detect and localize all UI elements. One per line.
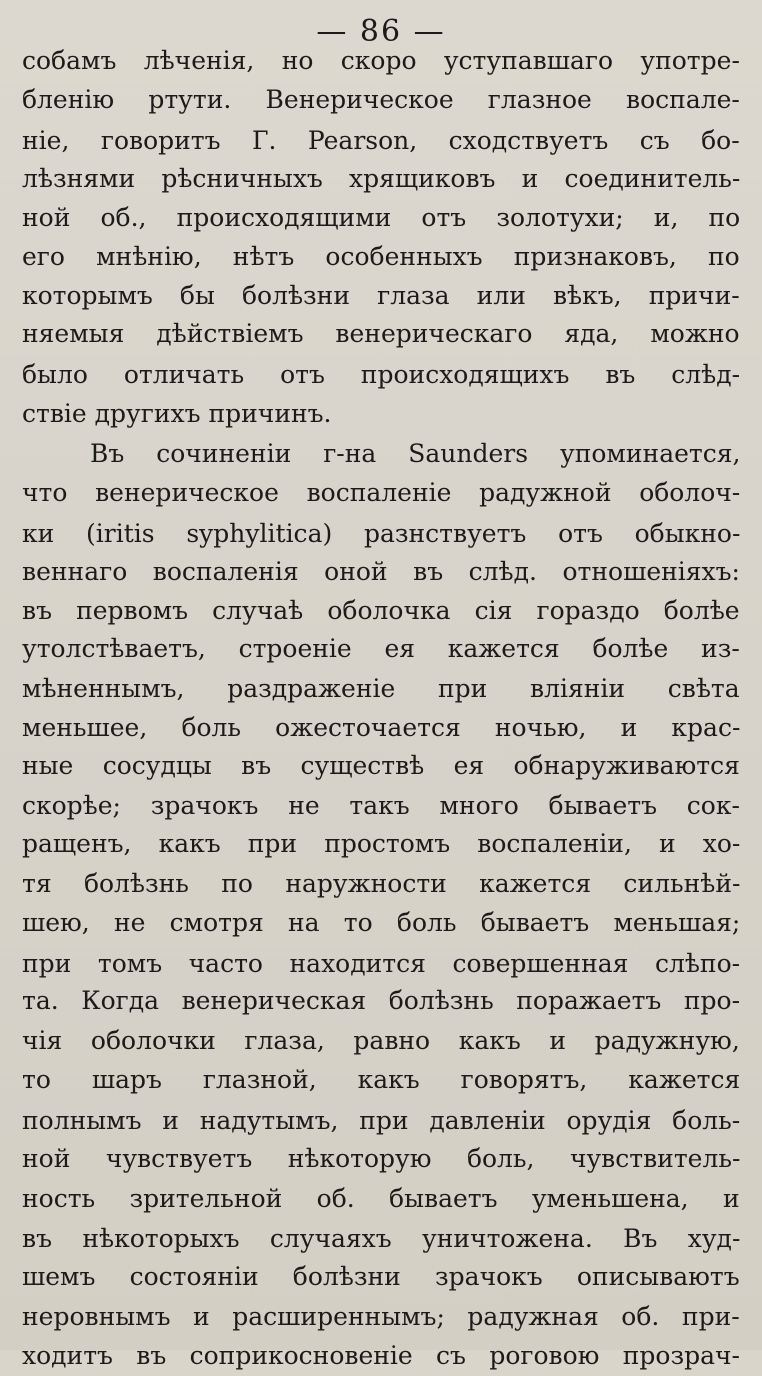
text-line: та. Когда венерическая болѣзнь поражаетъ про- (22, 986, 741, 1015)
text-line: ращенъ, какъ при простомъ воспаленіи, и хо- (22, 829, 741, 858)
text-line: ніе, говоритъ Г. Pearson, сходствуетъ съ бо- (22, 126, 740, 155)
text-line: ной об., происходящими отъ золотухи; и, по (22, 203, 741, 232)
text-line: няемыя дѣйствіемъ венерическаго яда, можно (22, 319, 740, 348)
text-line: Въ сочиненіи г-на Saunders упоминается, (90, 439, 741, 468)
text-line: ки (iritis syphylitica) разнствуетъ отъ обыкно- (22, 519, 741, 548)
text-line: что венерическое воспаленіе радужной оболоч- (22, 478, 741, 507)
text-line: ной чувствуетъ нѣкоторую боль, чувствитель- (22, 1144, 741, 1173)
text-line: скорѣе; зрачокъ не такъ много бываетъ сок- (22, 791, 740, 820)
text-line: шею, не смотря на то боль бываетъ меньшая; (22, 908, 741, 937)
text-line: при томъ часто находится совершенная слѣпо- (22, 949, 741, 978)
text-line: мѣненнымъ, раздраженіе при вліяніи свѣта (22, 674, 740, 703)
text-line: полнымъ и надутымъ, при давленіи орудія боль- (22, 1106, 741, 1135)
page-number: — 86 — (316, 14, 446, 49)
text-line: неровнымъ и расширеннымъ; радужная об. при- (22, 1302, 740, 1331)
text-line: ность зрительной об. бываетъ уменьшена, и (22, 1184, 740, 1213)
text-line: которымъ бы болѣзни глаза или вѣкъ, причи- (22, 281, 740, 310)
text-line: шемъ состояніи болѣзни зрачокъ описываютъ (22, 1262, 740, 1291)
text-line: чія оболочки глаза, равно какъ и радужную, (22, 1026, 740, 1055)
text-line: ные сосудцы въ существѣ ея обнаруживаются (22, 751, 740, 780)
text-line: въ первомъ случаѣ оболочка сія гораздо болѣе (22, 596, 740, 625)
text-line: собамъ лѣченія, но скоро уступавшаго употре- (22, 46, 740, 75)
text-line: веннаго воспаленія оной въ слѣд. отношеніяхъ: (22, 557, 740, 586)
text-line: было отличать отъ происходящихъ въ слѣд- (22, 360, 741, 389)
text-line: въ нѣкоторыхъ случаяхъ уничтожена. Въ худ- (22, 1224, 741, 1253)
text-line: тя болѣзнь по наружности кажется сильнѣй- (22, 869, 741, 898)
text-line: ходитъ въ соприкосновеніе съ роговою прозрач- (22, 1341, 740, 1370)
text-line: меньшее, боль ожесточается ночью, и крас- (22, 713, 741, 742)
text-line: его мнѣнію, нѣтъ особенныхъ признаковъ, по (22, 242, 740, 271)
text-line: утолстѣваетъ, строеніе ея кажется болѣе из- (22, 634, 740, 663)
text-line: бленію ртути. Венерическое глазное воспале- (22, 85, 740, 114)
text-line: лѣзнями рѣсничныхъ хрящиковъ и соединитель- (22, 164, 741, 193)
text-line: то шаръ глазной, какъ говорятъ, кажется (22, 1065, 741, 1094)
text-line: ствіе другихъ причинъ. (22, 399, 332, 428)
